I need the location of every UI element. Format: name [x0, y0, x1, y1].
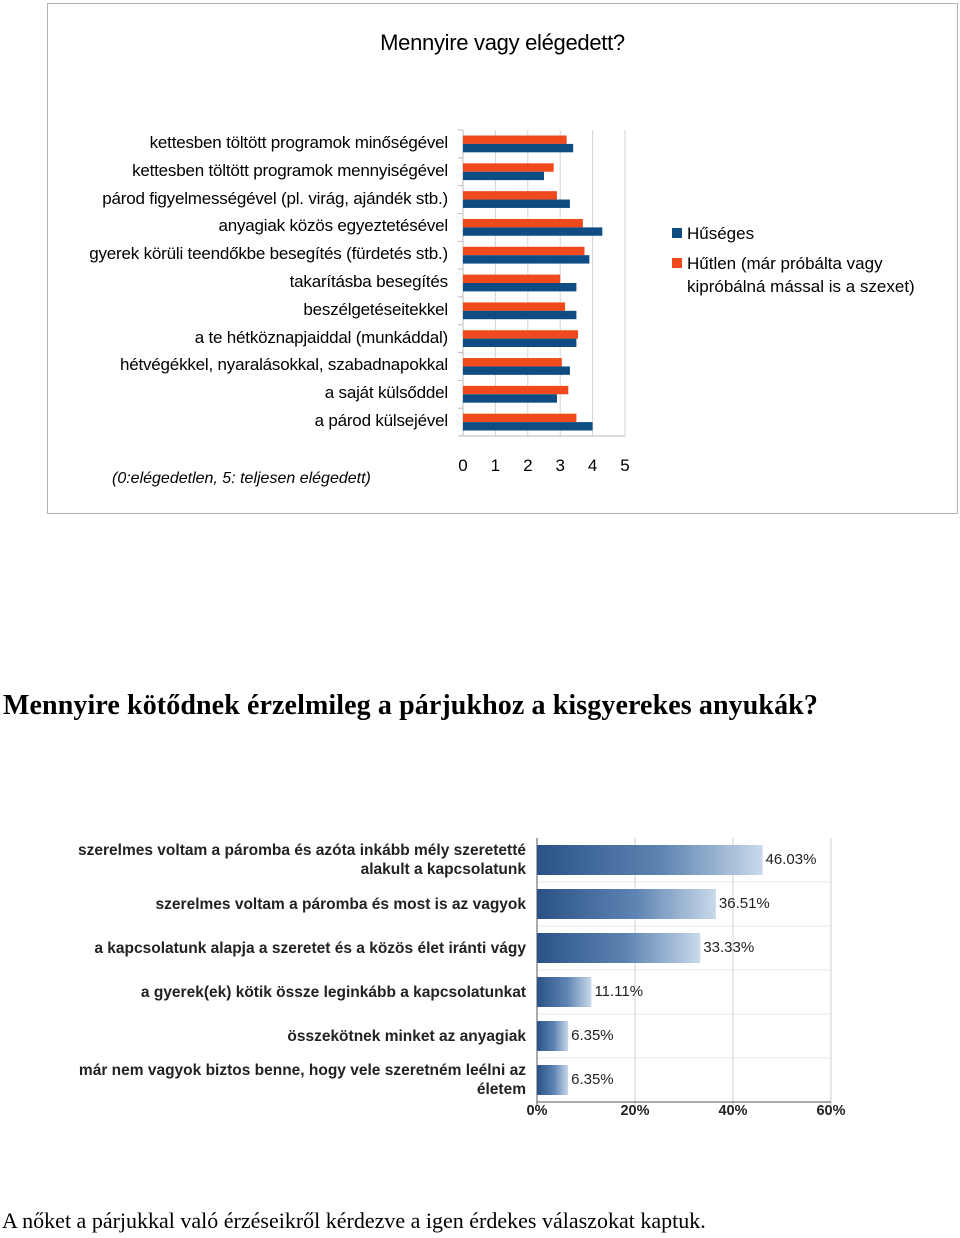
bar: [537, 1021, 568, 1051]
x-tick-label: 4: [587, 456, 598, 475]
x-tick-label: 3: [555, 456, 565, 475]
bar-value-label: 11.11%: [594, 983, 644, 1000]
category-label: kettesben töltött programok mennyiségével: [132, 160, 448, 180]
category-label: anyagiak közös egyeztetésével: [218, 216, 448, 236]
category-label: a párod külsejével: [314, 411, 448, 431]
satisfaction-scale-note: (0:elégedetlen, 5: teljesen elégedett): [112, 470, 371, 487]
x-tick-label: 20%: [620, 1103, 650, 1119]
category-label: takarításba besegítés: [289, 272, 448, 291]
bar-value-label: 33.33%: [703, 939, 755, 956]
category-label-line: a kapcsolatunk alapja a szeretet és a közös élet iránti vágy: [94, 939, 526, 957]
bar: [537, 845, 763, 875]
category-label: párod figyelmességével (pl. virág, ajándék stb.): [102, 188, 448, 208]
category-label-line: már nem vagyok biztos benne, hogy vele szeretném leélni az: [78, 1062, 526, 1079]
category-label: hétvégékkel, nyaralásokkal, szabadnapokkal: [119, 355, 448, 375]
category-label-line: életem: [476, 1081, 526, 1098]
category-label: gyerek körüli teendőkbe besegítés (fürdetés stb.): [89, 244, 448, 264]
x-tick-label: 1: [490, 456, 501, 475]
bar-value-label: 46.03%: [765, 851, 817, 868]
category-label-line: szerelmes voltam a páromba és most is az vagyok: [155, 895, 526, 913]
category-label: kettesben töltött programok minőségével: [149, 132, 448, 152]
bar-value-label: 6.35%: [571, 1071, 614, 1088]
x-tick-label: 40%: [718, 1103, 748, 1119]
category-label-line: szerelmes voltam a páromba és azóta inkább mély szeretetté: [78, 842, 526, 859]
section-heading: Mennyire kötődnek érzelmileg a párjukhoz a kisgyerekes anyukák?: [3, 690, 818, 721]
bar: [537, 1065, 568, 1095]
footer-text: A nőket a párjukkal való érzéseikről kérdezve a igen érdekes válaszokat kaptuk.: [2, 1208, 706, 1233]
bar: [537, 977, 591, 1007]
satisfaction-chart-title: Mennyire vagy elégedett?: [380, 30, 625, 55]
category-label-line: a gyerek(ek) kötik össze leginkább a kapcsolatunkat: [140, 983, 526, 1001]
x-tick-label: 0: [458, 456, 468, 475]
x-tick-label: 60%: [816, 1103, 846, 1119]
category-label: a te hétköznapjaiddal (munkáddal): [194, 327, 448, 347]
x-tick-label: 2: [523, 456, 533, 475]
x-tick-label: 5: [620, 456, 630, 475]
category-label: a saját külsőddel: [324, 383, 448, 403]
bar: [537, 889, 716, 919]
legend-label-huseges: Hűséges: [687, 224, 755, 243]
category-label: beszélgetéseitekkel: [303, 299, 448, 319]
legend-label-hutlen: Hűtlen (már próbálta vagy kipróbálná mással is a szexet): [687, 254, 915, 296]
category-label-line: összekötnek minket az anyagiak: [287, 1027, 526, 1045]
bar: [537, 933, 700, 963]
bar-value-label: 6.35%: [571, 1027, 614, 1044]
x-tick-label: 0%: [526, 1103, 548, 1119]
category-label-line: alakult a kapcsolatunk: [360, 861, 526, 878]
bar-value-label: 36.51%: [718, 895, 770, 912]
